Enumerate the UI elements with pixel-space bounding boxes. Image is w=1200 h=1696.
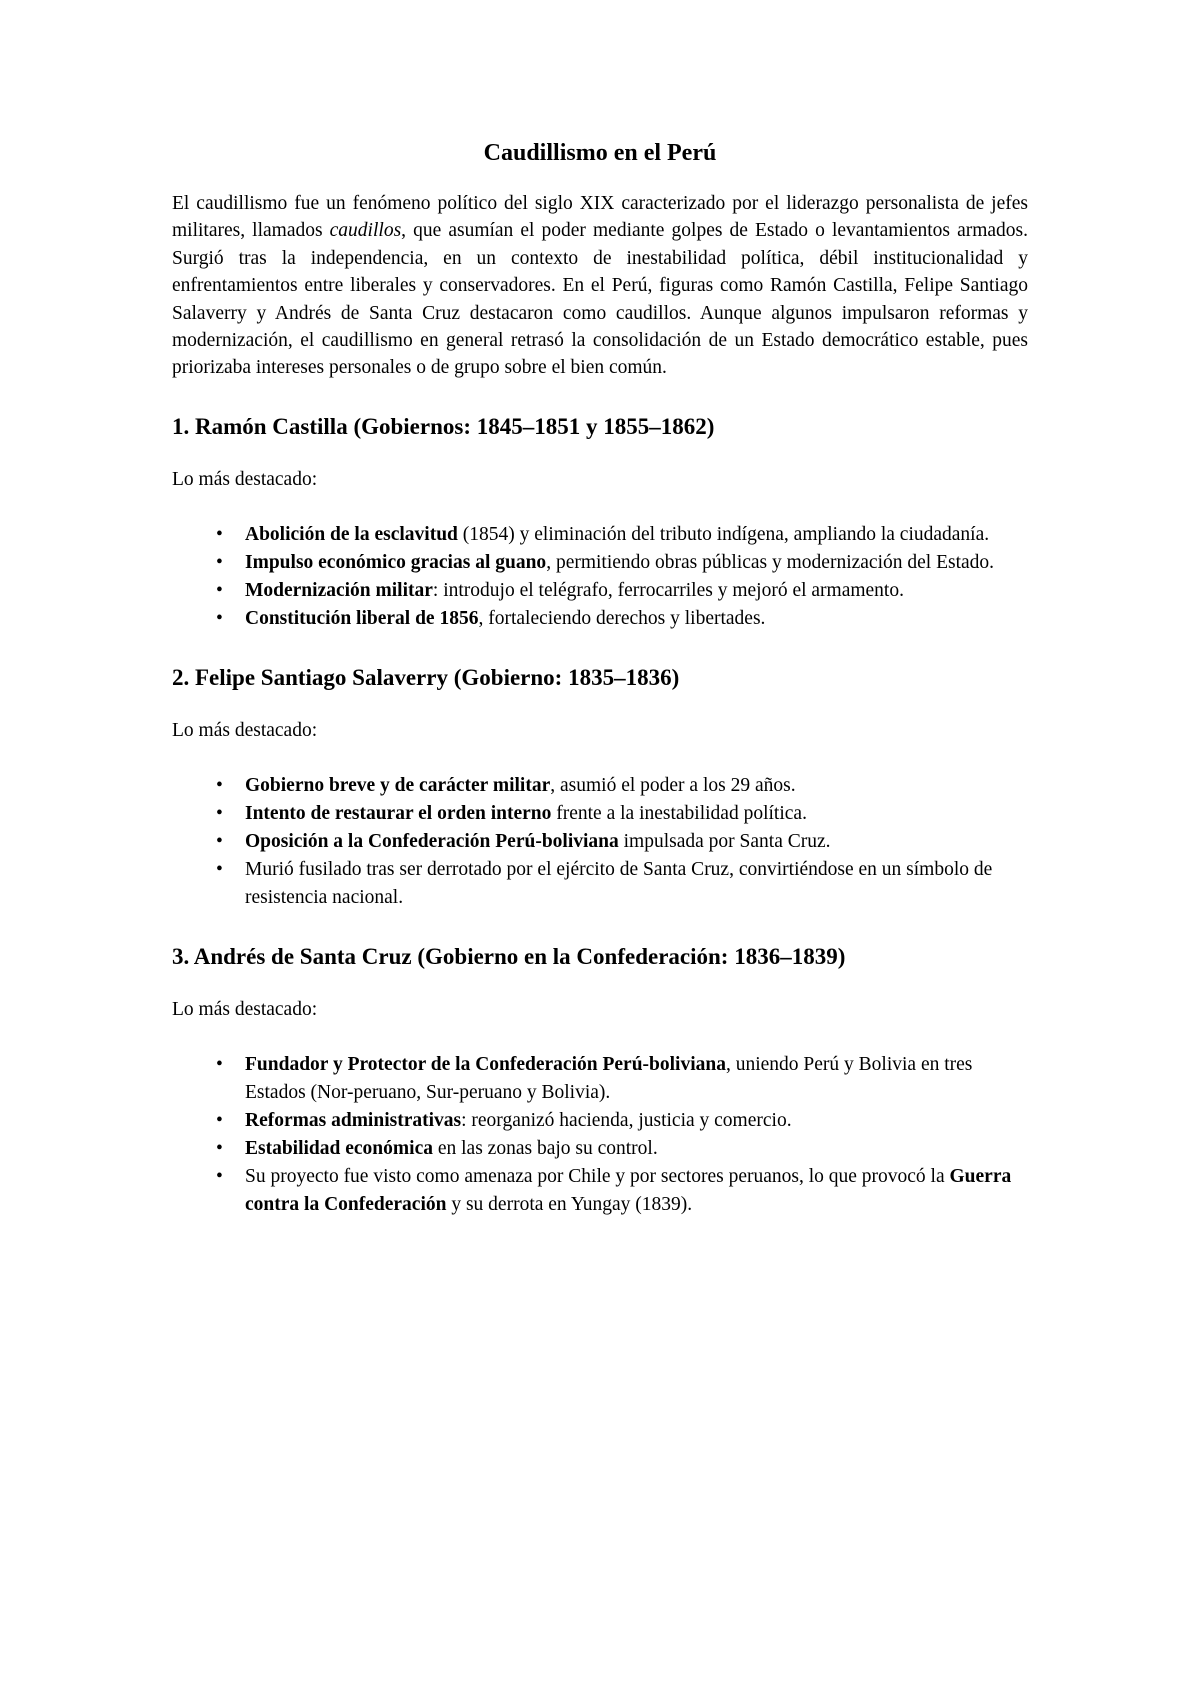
bullet-icon: • xyxy=(216,579,223,601)
page-title: Caudillismo en el Perú xyxy=(483,140,717,166)
item-bold: Intento de restaurar el orden interno xyxy=(245,802,552,824)
bullet-icon: • xyxy=(216,1053,223,1075)
list-item xyxy=(172,828,1028,856)
section-heading: 2. Felipe Santiago Salaverry (Gobierno: 1835–1836) xyxy=(172,664,680,690)
bullet-list xyxy=(172,521,1028,633)
item-post: : introdujo el telégrafo, ferrocarriles y mejoró el armamento. xyxy=(432,579,904,601)
bullet-icon: • xyxy=(216,1137,223,1159)
list-item xyxy=(172,549,1028,577)
item-bold: Constitución liberal de 1856 xyxy=(245,607,479,629)
item-post: (1854) y eliminación del tributo indígena, ampliando la ciudadanía. xyxy=(457,523,990,545)
item-post: : reorganizó hacienda, justicia y comercio. xyxy=(461,1109,792,1131)
list-item xyxy=(172,577,1028,605)
bullet-icon: • xyxy=(216,523,223,545)
section-subheading: Lo más destacado: xyxy=(172,719,318,741)
item-post: , fortaleciendo derechos y libertades. xyxy=(478,607,766,629)
bullet-icon: • xyxy=(216,551,223,573)
bullet-icon: • xyxy=(216,607,223,629)
bullet-icon: • xyxy=(216,858,223,880)
intro-italic-term: caudillos xyxy=(329,220,402,242)
item-bold: Oposición a la Confederación Perú-boliviana xyxy=(245,830,619,852)
list-item xyxy=(172,605,1028,633)
item-bold: Fundador y Protector de la Confederación Perú-boliviana xyxy=(245,1053,726,1075)
item-post: y su derrota en Yungay (1839). xyxy=(446,1193,693,1215)
item-bold: Gobierno breve y de carácter militar xyxy=(245,774,551,796)
bullet-list xyxy=(172,772,1028,912)
bullet-list xyxy=(172,1051,1028,1219)
list-item xyxy=(172,772,1028,800)
item-bold: Modernización militar xyxy=(245,579,433,601)
item-post: , uniendo Perú y Bolivia en tres Estados (Nor-peruano, Sur-peruano y Bolivia). xyxy=(245,1053,973,1103)
item-pre: Su proyecto fue visto como amenaza por Chile y por sectores peruanos, lo que provocó la xyxy=(245,1165,950,1187)
bullet-icon: • xyxy=(216,1109,223,1131)
bullet-icon: • xyxy=(216,830,223,852)
intro-text-1: El caudillismo fue un fenómeno político del siglo XIX caracterizado por el liderazgo personalista de jefes militares, llamados xyxy=(172,193,1028,242)
bullet-icon: • xyxy=(216,1165,223,1187)
item-post: en las zonas bajo su control. xyxy=(432,1137,658,1159)
item-pre: Murió fusilado tras ser derrotado por el ejército de Santa Cruz, convirtiéndose en un símbolo de resistencia nacional. xyxy=(245,858,993,908)
bullet-icon: • xyxy=(216,774,223,796)
list-item xyxy=(172,1135,1028,1163)
intro-paragraph xyxy=(172,190,1028,382)
item-post: frente a la inestabilidad política. xyxy=(551,802,807,824)
list-item xyxy=(172,856,1028,912)
item-post: , permitiendo obras públicas y modernización del Estado. xyxy=(546,551,995,573)
list-item xyxy=(172,1163,1028,1219)
list-item xyxy=(172,1051,1028,1107)
item-post: , asumió el poder a los 29 años. xyxy=(550,774,796,796)
item-bold: Reformas administrativas xyxy=(245,1109,462,1131)
section-heading: 1. Ramón Castilla (Gobiernos: 1845–1851 y 1855–1862) xyxy=(172,413,715,439)
section-heading: 3. Andrés de Santa Cruz (Gobierno en la Confederación: 1836–1839) xyxy=(172,943,846,969)
intro-text-2: , que asumían el poder mediante golpes de Estado o levantamientos armados. Surgió tras la independencia, en un contexto de inestabilidad política, débil institucionalidad y enfrentamientos entre liberales y conservadores. En el Perú, figuras como Ramón Castilla, Felipe Santiago Salaverry y Andrés de Santa Cruz destacaron como caudillos. Aunque algunos impulsaron reformas y modernización, el caudillismo en general retrasó la consolidación de un Estado democrático estable, pues priorizaba intereses personales o de grupo sobre el bien común. xyxy=(172,220,1028,379)
item-post: impulsada por Santa Cruz. xyxy=(618,830,831,852)
bullet-icon: • xyxy=(216,802,223,824)
list-item xyxy=(172,521,1028,549)
item-bold: Estabilidad económica xyxy=(245,1137,433,1159)
section-castilla xyxy=(172,412,1028,633)
section-salaverry xyxy=(172,663,1028,912)
item-bold: Abolición de la esclavitud xyxy=(245,523,458,545)
section-subheading: Lo más destacado: xyxy=(172,468,318,490)
section-subheading: Lo más destacado: xyxy=(172,998,318,1020)
list-item xyxy=(172,800,1028,828)
item-bold: Impulso económico gracias al guano xyxy=(245,551,547,573)
list-item xyxy=(172,1107,1028,1135)
item-bold: Guerra contra la Confederación xyxy=(245,1165,1012,1215)
section-santa-cruz xyxy=(172,942,1028,1219)
